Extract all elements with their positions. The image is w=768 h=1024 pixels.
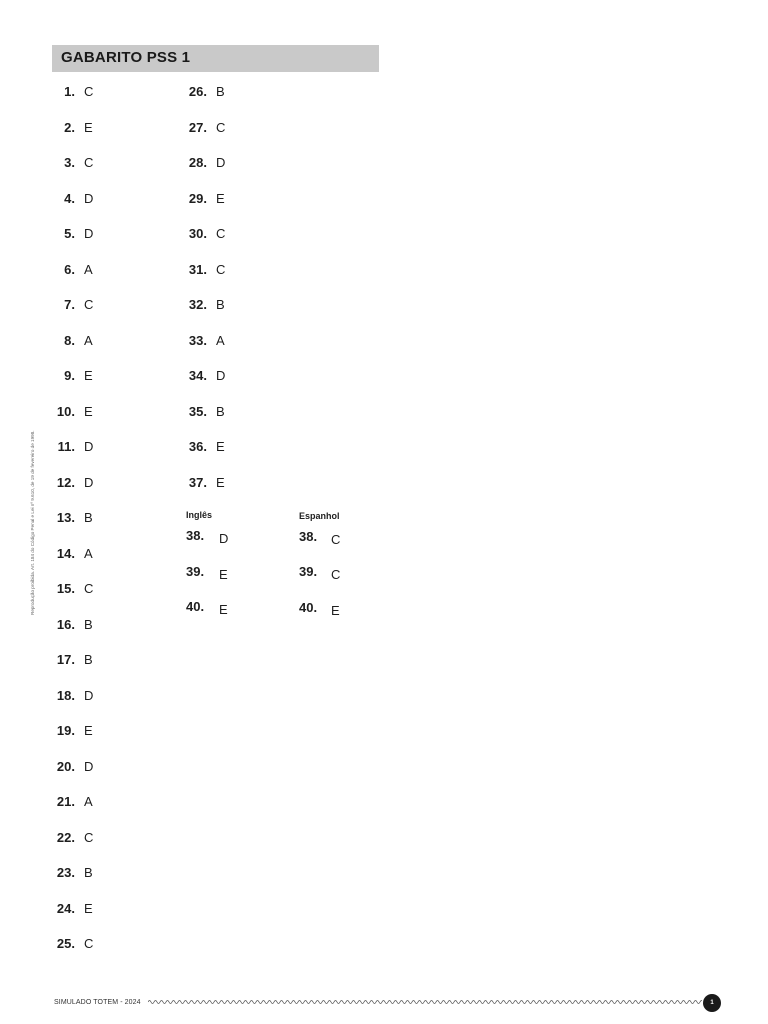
- question-number: 4.: [64, 190, 75, 206]
- question-number: 18.: [56, 687, 75, 703]
- answer-letter: C: [84, 581, 94, 596]
- question-number: 15.: [56, 581, 75, 596]
- answer-letter: E: [84, 723, 93, 738]
- question-number: 16.: [56, 616, 75, 632]
- answer-letter: D: [84, 190, 94, 206]
- question-number: 35.: [188, 403, 207, 419]
- answer-letter: A: [84, 545, 93, 561]
- question-number: 29.: [188, 190, 207, 206]
- question-number: 33.: [188, 332, 207, 348]
- question-number: 40.: [186, 599, 205, 614]
- question-number: 23.: [56, 865, 75, 880]
- question-number: 22.: [56, 829, 75, 845]
- answer-letter: E: [84, 403, 93, 419]
- question-number: 34.: [188, 368, 207, 383]
- page-number-badge: 1: [703, 994, 721, 1012]
- answer-letter: B: [84, 652, 93, 667]
- question-number: 14.: [56, 545, 75, 561]
- copyright-note: Reprodução proibida. Art. 184 do Código Penal e Lei nº 9.610, de 19 de fevereiro de 1998.: [30, 430, 35, 615]
- ingles-label: Inglês: [186, 510, 213, 520]
- question-number: 8.: [64, 332, 75, 348]
- question-number: 28.: [188, 155, 207, 170]
- question-number: 31.: [188, 261, 207, 277]
- question-number: 39.: [299, 564, 318, 579]
- answer-letter: D: [84, 226, 94, 241]
- question-number: 5.: [64, 226, 75, 241]
- espanhol-label: Espanhol: [299, 511, 340, 521]
- question-number: 25.: [56, 936, 75, 951]
- answer-letter: B: [84, 510, 93, 525]
- answer-letter: A: [84, 794, 93, 809]
- answer-key-header: [52, 45, 379, 72]
- answer-letter: E: [219, 602, 228, 617]
- answer-letter: C: [331, 567, 341, 582]
- answer-letter: C: [216, 261, 226, 277]
- question-number: 36.: [188, 439, 207, 454]
- question-number: 1.: [64, 84, 75, 99]
- answer-letter: B: [216, 84, 225, 99]
- question-number: 13.: [56, 510, 75, 525]
- answer-letter: E: [84, 368, 93, 383]
- answer-letter: A: [84, 332, 93, 348]
- question-number: 2.: [64, 119, 75, 135]
- answer-letter: D: [84, 687, 94, 703]
- answer-letter: B: [216, 403, 225, 419]
- answer-letter: B: [84, 865, 93, 880]
- answer-letter: E: [84, 119, 93, 135]
- question-number: 19.: [56, 723, 75, 738]
- question-number: 10.: [56, 403, 75, 419]
- question-number: 27.: [188, 119, 207, 135]
- answer-letter: E: [331, 603, 340, 618]
- answer-letter: C: [84, 829, 94, 845]
- answer-letter: E: [84, 900, 93, 916]
- footer-title: SIMULADO TOTEM - 2024: [54, 999, 141, 1006]
- answer-letter: A: [216, 332, 225, 348]
- question-number: 7.: [64, 297, 75, 312]
- answer-letter: D: [216, 368, 226, 383]
- answer-letter: D: [219, 531, 229, 546]
- question-number: 6.: [64, 261, 75, 277]
- answer-letter: C: [84, 84, 94, 99]
- answer-letter: E: [216, 439, 225, 454]
- question-number: 38.: [186, 528, 205, 543]
- question-number: 24.: [56, 900, 75, 916]
- question-number: 17.: [56, 652, 75, 667]
- answer-letter: E: [219, 567, 228, 582]
- answer-letter: B: [216, 297, 225, 312]
- question-number: 30.: [188, 226, 207, 241]
- answer-letter: B: [84, 616, 93, 632]
- question-number: 3.: [64, 155, 75, 170]
- answer-letter: E: [216, 474, 225, 490]
- answer-letter: C: [216, 226, 226, 241]
- answer-letter: C: [84, 936, 94, 951]
- question-number: 12.: [56, 474, 75, 490]
- question-number: 32.: [188, 297, 207, 312]
- answer-letter: A: [84, 261, 93, 277]
- answer-letter: C: [84, 155, 94, 170]
- question-number: 40.: [299, 600, 318, 615]
- question-number: 37.: [188, 474, 207, 490]
- question-number: 20.: [56, 758, 75, 774]
- question-number: 26.: [188, 84, 207, 99]
- answer-letter: D: [84, 474, 94, 490]
- answer-letter: E: [216, 190, 225, 206]
- answer-letter: C: [331, 532, 341, 547]
- answer-letter: D: [216, 155, 226, 170]
- answer-letter: D: [84, 439, 94, 454]
- answer-letter: C: [216, 119, 226, 135]
- question-number: 11.: [57, 439, 75, 454]
- footer-wave-divider: [148, 997, 702, 1007]
- answer-letter: C: [84, 297, 94, 312]
- question-number: 39.: [186, 564, 205, 579]
- question-number: 38.: [299, 529, 318, 544]
- question-number: 21.: [56, 794, 75, 809]
- answer-letter: D: [84, 758, 94, 774]
- page-title: GABARITO PSS 1: [61, 49, 191, 66]
- question-number: 9.: [64, 368, 75, 383]
